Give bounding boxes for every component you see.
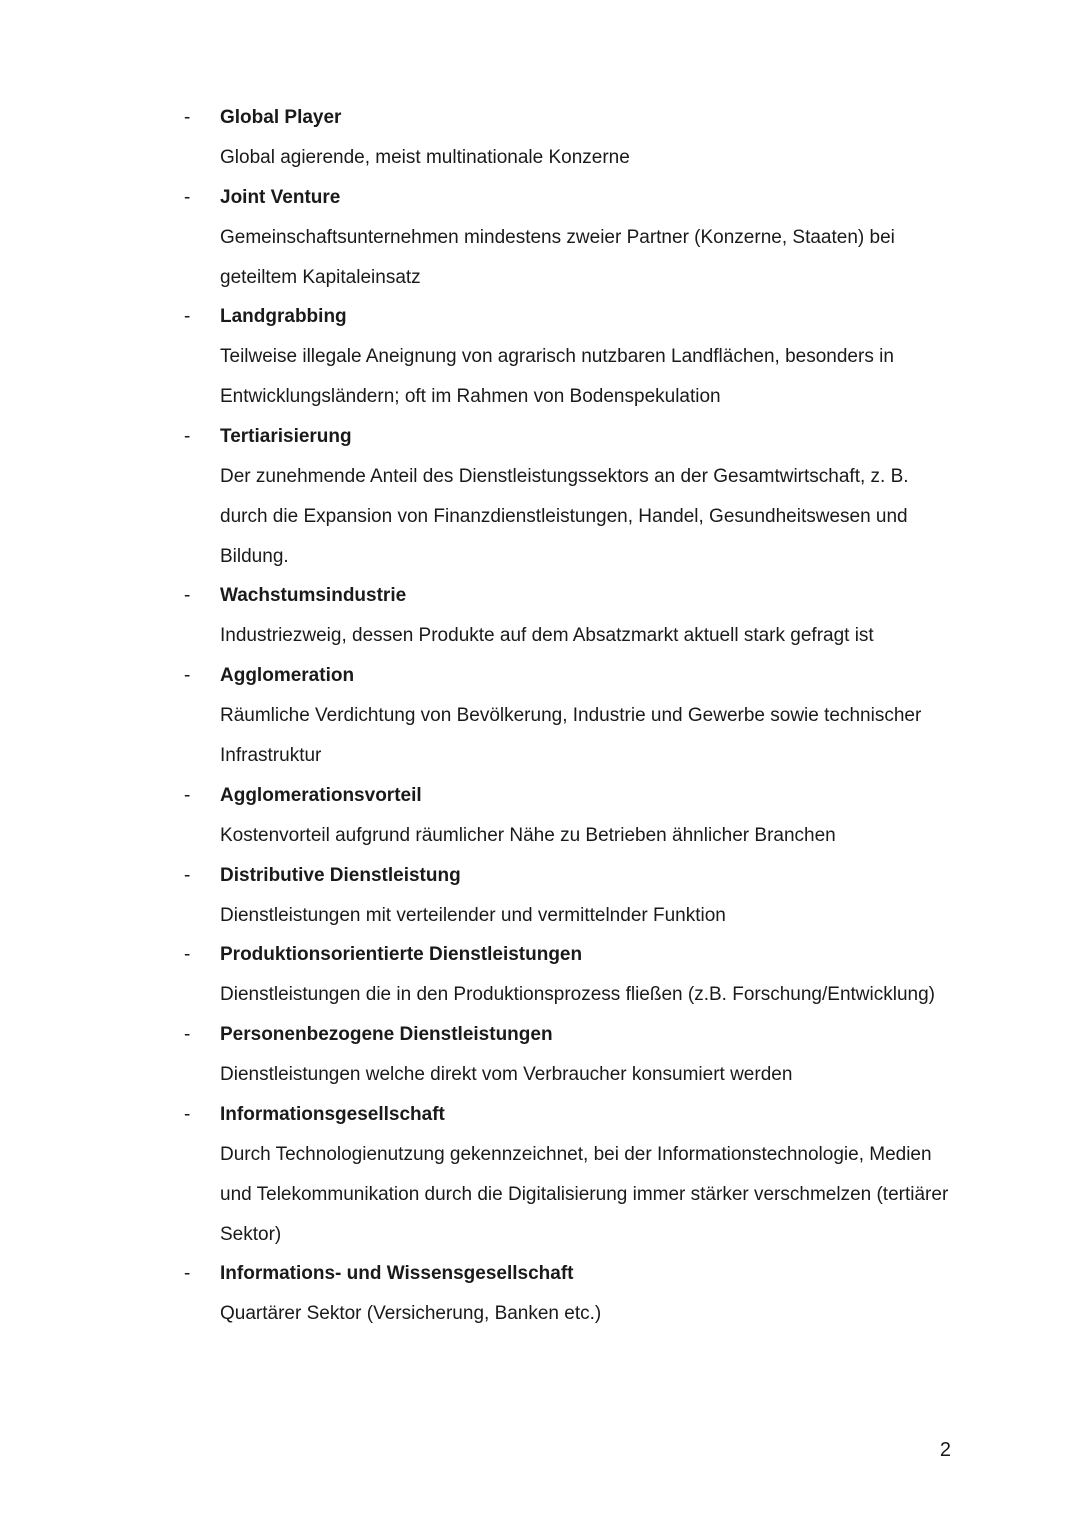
glossary-entry-joint-venture: [0, 178, 1080, 298]
glossary-term: Distributive Dienstleistung: [220, 864, 461, 886]
glossary-entry-informationsgesellschaft: [0, 1095, 1080, 1254]
glossary-entry-wachstumsindustrie: [0, 576, 1080, 656]
glossary-entry-agglomerationsvorteil: [0, 776, 1080, 856]
list-bullet: -: [184, 107, 191, 128]
glossary-term: Global Player: [220, 107, 342, 128]
glossary-term: Landgrabbing: [220, 306, 347, 328]
list-bullet: -: [184, 1024, 191, 1046]
glossary-entry-personenbezogene-dienstleistungen: [0, 1015, 1080, 1095]
glossary-term: Informationsgesellschaft: [220, 1103, 445, 1125]
list-bullet: -: [184, 784, 191, 806]
glossary-definition: Der zunehmende Anteil des Dienstleistungssektors an der Gesamtwirtschaft, z. B. durch die Expansion von Finanzdienstleistungen, Handel, Gesundheitswesen und Bildung.: [220, 465, 909, 567]
glossary-entry-informations-und-wissensgesellschaft: [0, 1254, 1080, 1334]
list-bullet: -: [184, 186, 191, 208]
list-bullet: -: [184, 665, 191, 687]
list-bullet: -: [184, 306, 191, 328]
glossary-term: Tertiarisierung: [220, 425, 352, 447]
glossary-entry-produktionsorientierte-dienstleistungen: [0, 935, 1080, 1015]
glossary-definition: Global agierende, meist multinationale Konzerne: [220, 147, 630, 168]
glossary-entry-global-player: [0, 98, 1080, 178]
glossary-entry-distributive-dienstleistung: [0, 856, 1080, 936]
list-bullet: -: [184, 425, 191, 447]
glossary-definition: Durch Technologienutzung gekennzeichnet, bei der Informationstechnologie, Medien und Telekommunikation durch die Digitalisierung immer stärker verschmelzen (tertiärer Sektor): [220, 1143, 949, 1245]
glossary-term: Informations- und Wissensgesellschaft: [220, 1263, 574, 1285]
glossary-definition: Gemeinschaftsunternehmen mindestens zweier Partner (Konzerne, Staaten) bei geteiltem Kapitaleinsatz: [220, 226, 895, 288]
list-bullet: -: [184, 1263, 191, 1285]
list-bullet: -: [184, 585, 191, 607]
glossary-definition: Dienstleistungen mit verteilender und vermittelnder Funktion: [220, 904, 726, 926]
glossary-term: Joint Venture: [220, 186, 341, 208]
glossary-definition: Dienstleistungen die in den Produktionsprozess fließen (z.B. Forschung/Entwicklung): [220, 984, 935, 1006]
glossary-entry-agglomeration: [0, 656, 1080, 776]
glossary-definition: Räumliche Verdichtung von Bevölkerung, Industrie und Gewerbe sowie technischer Infrastruktur: [220, 705, 922, 766]
page-number: 2: [939, 1439, 951, 1461]
glossary-term: Agglomerationsvorteil: [220, 784, 422, 806]
glossary-entry-tertiarisierung: [0, 417, 1080, 576]
glossary-definition: Teilweise illegale Aneignung von agrarisch nutzbaren Landflächen, besonders in Entwicklungsländern; oft im Rahmen von Bodenspekulation: [220, 346, 894, 408]
glossary-list: [0, 98, 1080, 1334]
list-bullet: -: [184, 864, 191, 886]
list-bullet: -: [184, 1103, 191, 1125]
glossary-term: Wachstumsindustrie: [220, 585, 407, 607]
glossary-term: Produktionsorientierte Dienstleistungen: [220, 944, 583, 966]
glossary-entry-landgrabbing: [0, 297, 1080, 417]
glossary-definition: Quartärer Sektor (Versicherung, Banken etc.): [220, 1303, 602, 1325]
glossary-definition: Dienstleistungen welche direkt vom Verbraucher konsumiert werden: [220, 1064, 793, 1086]
glossary-term: Agglomeration: [220, 665, 355, 687]
glossary-definition: Kostenvorteil aufgrund räumlicher Nähe zu Betrieben ähnlicher Branchen: [220, 824, 836, 846]
glossary-term: Personenbezogene Dienstleistungen: [220, 1024, 553, 1046]
list-bullet: -: [184, 944, 191, 966]
glossary-definition: Industriezweig, dessen Produkte auf dem Absatzmarkt aktuell stark gefragt ist: [220, 625, 874, 647]
